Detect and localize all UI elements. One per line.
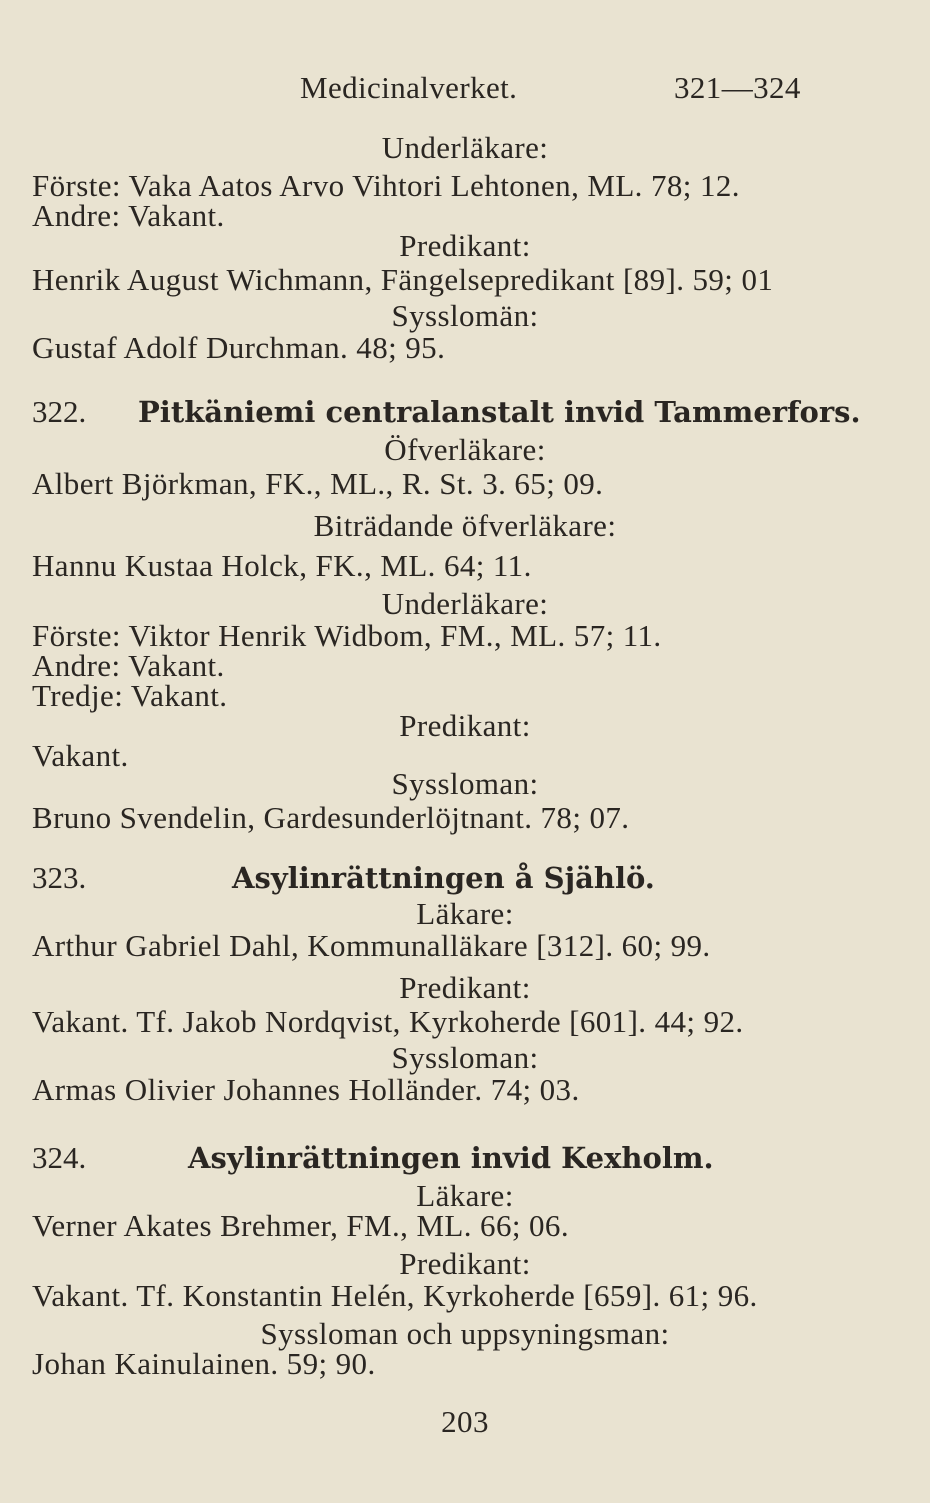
s323-lakare-heading: Läkare: <box>416 896 514 931</box>
s321-syssloman: Gustaf Adolf Durchman. 48; 95. <box>32 330 446 365</box>
s322-syssloman-heading: Syssloman: <box>391 766 539 801</box>
s322-forste: Förste: Viktor Henrik Widbom, FM., ML. 57; 11. <box>32 618 662 653</box>
s324-lakare: Verner Akates Brehmer, FM., ML. 66; 06. <box>32 1208 569 1243</box>
s323-lakare: Arthur Gabriel Dahl, Kommunalläkare [312]. 60; 99. <box>32 928 711 963</box>
s322-predikant-heading: Predikant: <box>399 708 531 743</box>
s324-syssloman: Johan Kainulainen. 59; 90. <box>32 1346 376 1381</box>
s321-syssloman-heading: Sysslomän: <box>391 298 539 333</box>
s324-syssloman-heading: Syssloman och uppsyningsman: <box>260 1316 670 1351</box>
s323-syssloman: Armas Olivier Johannes Holländer. 74; 03. <box>32 1072 580 1107</box>
s323-predikant: Vakant. Tf. Jakob Nordqvist, Kyrkoherde [601]. 44; 92. <box>32 1004 744 1039</box>
s322-predikant: Vakant. <box>32 738 129 773</box>
running-header-range: 321—324 <box>674 70 801 105</box>
s321-predikant-heading: Predikant: <box>399 228 531 263</box>
s321-underlakare-heading: Underläkare: <box>381 130 549 165</box>
s322-number: 322. <box>32 394 87 429</box>
s321-forste: Förste: Vaka Aatos Arvo Vihtori Lehtonen, ML. 78; 12. <box>32 168 740 203</box>
s322-title: Pitkäniemi centralanstalt invid Tammerfors. <box>138 395 861 429</box>
s322-bitradande-heading: Biträdande öfverläkare: <box>313 508 617 543</box>
s322-ofverlakare: Albert Björkman, FK., ML., R. St. 3. 65; 09. <box>32 466 604 501</box>
s322-syssloman: Bruno Svendelin, Gardesunderlöjtnant. 78; 07. <box>32 800 630 835</box>
s324-predikant: Vakant. Tf. Konstantin Helén, Kyrkoherde [659]. 61; 96. <box>32 1278 758 1313</box>
s324-predikant-heading: Predikant: <box>399 1246 531 1281</box>
page-number: 203 <box>441 1404 489 1439</box>
running-header-title: Medicinalverket. <box>300 70 518 105</box>
s323-predikant-heading: Predikant: <box>399 970 531 1005</box>
s322-ofverlakare-heading: Öfverläkare: <box>384 432 546 467</box>
s323-title: Asylinrättningen å Sjählö. <box>232 861 655 895</box>
s324-number: 324. <box>32 1140 87 1175</box>
s323-number: 323. <box>32 860 87 895</box>
s324-title: Asylinrättningen invid Kexholm. <box>188 1141 714 1175</box>
s322-underlakare-heading: Underläkare: <box>381 586 549 621</box>
s321-andre: Andre: Vakant. <box>32 198 225 233</box>
s324-lakare-heading: Läkare: <box>416 1178 514 1213</box>
s322-bitradande: Hannu Kustaa Holck, FK., ML. 64; 11. <box>32 548 532 583</box>
s323-syssloman-heading: Syssloman: <box>391 1040 539 1075</box>
s321-predikant: Henrik August Wichmann, Fängelsepredikant [89]. 59; 01 <box>32 262 774 297</box>
s322-tredje: Tredje: Vakant. <box>32 678 228 713</box>
s322-andre: Andre: Vakant. <box>32 648 225 683</box>
